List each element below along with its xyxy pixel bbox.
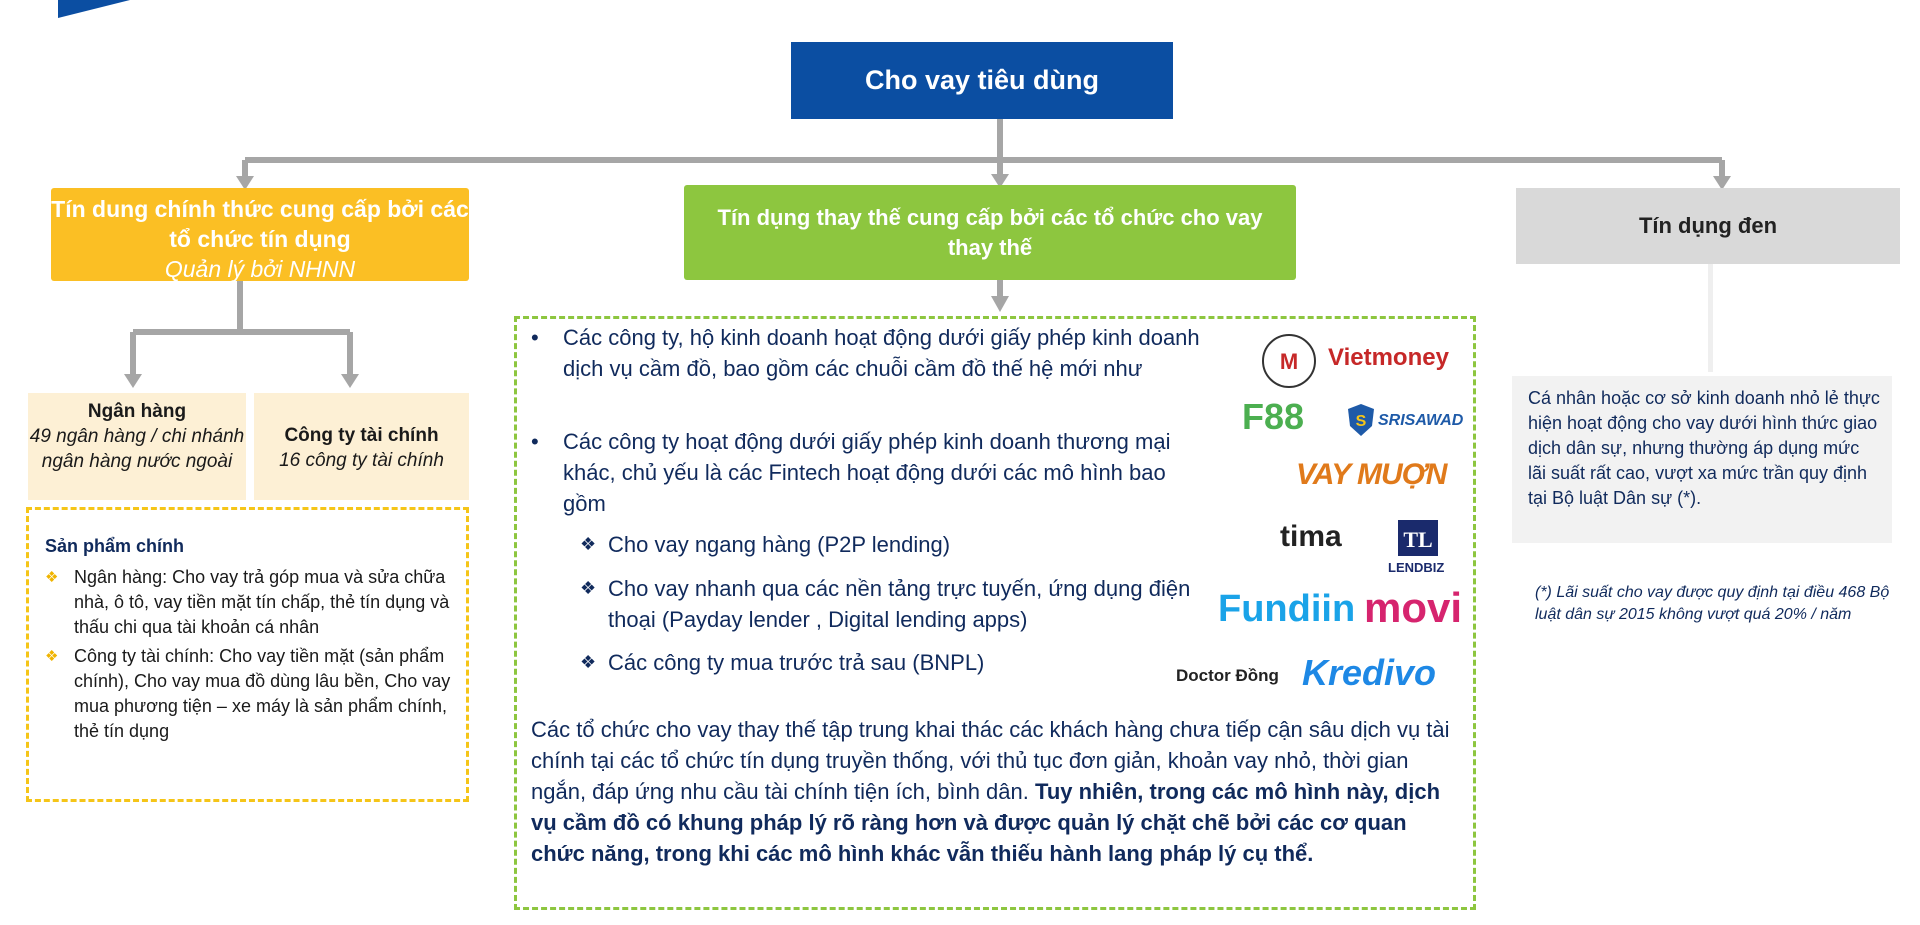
finance-company-subtitle: 16 công ty tài chính	[279, 450, 444, 471]
root-title: Cho vay tiêu dùng	[864, 65, 1099, 95]
doctor-dong-logo: Doctor Đồng	[1176, 666, 1279, 685]
interest-rate-footnote	[1535, 582, 1890, 626]
tima-logo: tima	[1280, 520, 1342, 553]
diamond-bullet-icon: ❖	[45, 648, 59, 665]
product-item	[45, 565, 456, 640]
alt-sub-bullet-item	[580, 529, 1220, 560]
srisawad-logo: SRISAWAD	[1378, 412, 1464, 429]
alt-sub-bullet-text: Cho vay nhanh qua các nền tảng trực tuyến, ứng dụng điện thoại (Payday lender , Digital lending apps)	[608, 576, 1191, 632]
formal-credit-subtitle: Quản lý bởi NHNN	[164, 256, 356, 282]
alternative-summary-paragraph	[531, 714, 1456, 869]
f88-logo: F88	[1242, 396, 1305, 437]
alt-bullet-item	[531, 322, 1201, 384]
finance-company-title: Công ty tài chính	[284, 425, 439, 446]
alt-sub-bullet-text: Các công ty mua trước trả sau (BNPL)	[608, 650, 985, 675]
fundiin-logo: Fundiin	[1218, 588, 1356, 630]
bank-title: Ngân hàng	[87, 401, 187, 422]
product-item-text: Ngân hàng: Cho vay trả góp mua và sửa chữa nhà, ô tô, vay tiền mặt tín chấp, thẻ tín dụng và thấu chi qua tài khoản cá nhân	[74, 567, 450, 637]
node-alternative-credit	[684, 185, 1296, 280]
kredivo-logo: Kredivo	[1302, 652, 1437, 693]
node-formal-credit	[51, 188, 469, 281]
lendbiz-logo: LENDBIZ	[1388, 560, 1445, 575]
movi-logo: movi	[1364, 584, 1463, 631]
diamond-bullet-icon: ❖	[580, 534, 597, 554]
diamond-bullet-icon: ❖	[580, 652, 597, 672]
bullet-dot-icon: •	[531, 325, 539, 350]
svg-text:TL: TL	[1403, 527, 1433, 552]
node-black-credit	[1516, 188, 1900, 264]
diamond-bullet-icon: ❖	[45, 569, 59, 586]
formal-credit-title: Tín dung chính thức cung cấp bởi các tổ chức tín dụng	[51, 196, 469, 252]
alt-bullet-item	[531, 426, 1201, 519]
svg-text:M: M	[1279, 349, 1299, 374]
vaymuon-logo: VAY MUỢN	[1296, 458, 1447, 491]
diamond-bullet-icon: ❖	[580, 578, 597, 598]
black-credit-description	[1512, 376, 1892, 543]
product-item-text: Công ty tài chính: Cho vay tiền mặt (sản phẩm chính), Cho vay mua đồ dùng lâu bền, Cho vay mua phương tiện – xe máy là sản phẩm chính, thẻ tín dụng	[74, 646, 451, 741]
alt-sub-bullet-item	[580, 573, 1210, 635]
alt-sub-bullet-text: Cho vay ngang hàng (P2P lending)	[608, 532, 951, 557]
bullet-dot-icon: •	[531, 429, 539, 454]
alternative-credit-title: Tín dụng thay thế cung cấp bởi các tổ chức cho vay thay thế	[717, 204, 1263, 260]
lendbiz-mark-icon	[1398, 520, 1438, 556]
root-node-consumer-lending	[791, 42, 1173, 119]
alt-bullet-text: Các công ty hoạt động dưới giấy phép kinh doanh thương mại khác, chủ yếu là các Fintech hoạt động dưới các mô hình bao gồm	[563, 429, 1171, 516]
main-products-box	[26, 507, 469, 802]
bank-subtitle: 49 ngân hàng / chi nhánh ngân hàng nước ngoài	[29, 426, 245, 472]
vietmoney-logo-icon	[1260, 332, 1318, 390]
black-credit-title: Tín dụng đen	[1638, 213, 1778, 238]
footnote-text: (*) Lãi suất cho vay được quy định tại điều 468 Bộ luật dân sự 2015 không vượt quá 20% / năm	[1535, 584, 1890, 623]
node-finance-company	[254, 393, 469, 500]
product-item	[45, 644, 456, 744]
main-products-title: Sản phẩm chính	[45, 536, 185, 556]
vietmoney-logo: Vietmoney	[1328, 344, 1449, 371]
summary-regular-text: Các tổ chức cho vay thay thế tập trung khai thác các khách hàng chưa tiếp cận sâu dịch vụ tài chính tại các tổ chức tín dụng truyền thống, với thủ tục đơn giản, khoản vay nhỏ, thời gian ngắn, đáp ứng nhu cầu tài chính tiện ích, bình dân.	[531, 717, 1450, 804]
node-bank	[28, 393, 246, 500]
srisawad-shield-icon	[1346, 402, 1376, 438]
alt-sub-bullet-item	[580, 647, 1220, 678]
black-credit-connector	[1708, 264, 1713, 372]
alt-bullet-text: Các công ty, hộ kinh doanh hoạt động dưới giấy phép kinh doanh dịch vụ cầm đồ, bao gồm các chuỗi cầm đồ thế hệ mới như	[563, 325, 1200, 381]
black-credit-description-text: Cá nhân hoặc cơ sở kinh doanh nhỏ lẻ thực hiện hoạt động cho vay dưới hình thức giao dịch dân sự, nhưng thường áp dụng mức lãi suất rất cao, vượt xa mức trần quy định tại Bộ luật Dân sự (*).	[1528, 388, 1880, 508]
summary-bold-text: Tuy nhiên, trong các mô hình này, dịch vụ cầm đồ có khung pháp lý rõ ràng hơn và được quản lý chặt chẽ bởi các cơ quan chức năng, trong khi các mô hình khác vẫn thiếu hành lang pháp lý cụ thể.	[531, 779, 1441, 866]
svg-text:S: S	[1355, 413, 1367, 430]
lender-logos	[1176, 330, 1470, 700]
